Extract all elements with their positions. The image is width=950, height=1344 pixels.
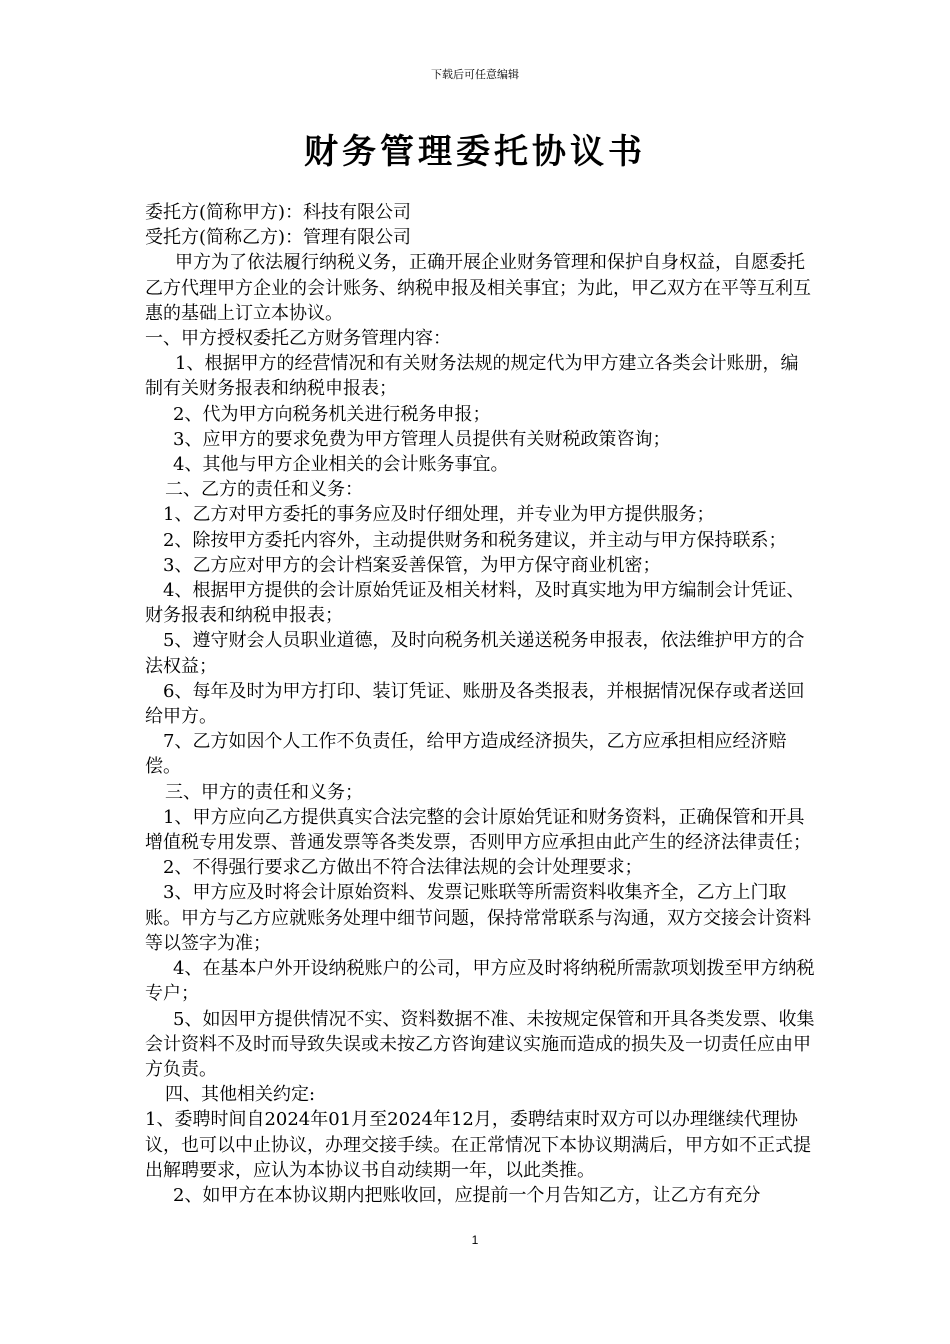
section-3-item-1: 1、甲方应向乙方提供真实合法完整的会计原始凭证和财务资料，正确保管和开具增值税专用发票、普通发票等各类发票，否则甲方应承担由此产生的经济法律责任； [145, 806, 811, 854]
section-heading-1: 一、甲方授权委托乙方财务管理内容： [145, 328, 451, 350]
party-b-line: 受托方(简称乙方)：管理有限公司 [145, 227, 412, 249]
section-2-item-2: 2、除按甲方委托内容外，主动提供财务和税务建议，并主动与甲方保持联系； [163, 529, 787, 551]
section-2-item-3: 3、乙方应对甲方的会计档案妥善保管，为甲方保守商业机密； [163, 554, 661, 576]
section-2-item-6: 6、每年及时为甲方打印、装订凭证、账册及各类报表，并根据情况保存或者送回给甲方。 [145, 680, 805, 728]
page-number: 1 [471, 1233, 479, 1247]
section-1-item-3: 3、应甲方的要求免费为甲方管理人员提供有关财税政策咨询； [173, 428, 671, 450]
section-1-item-2: 2、代为甲方向税务机关进行税务申报； [173, 403, 491, 425]
section-1-item-1: 1、根据甲方的经营情况和有关财务法规的规定代为甲方建立各类会计账册，编制有关财务报表和纳税申报表； [145, 353, 799, 400]
section-1-item-4: 4、其他与甲方企业相关的会计账务事宜。 [173, 454, 509, 476]
section-2-item-4: 4、根据甲方提供的会计原始凭证及相关材料，及时真实地为甲方编制会计凭证、财务报表和纳税申报表； [145, 580, 805, 627]
section-2-item-5: 5、遵守财会人员职业道德，及时向税务机关递送税务申报表，依法维护甲方的合法权益； [145, 630, 805, 677]
section-3-item-4: 4、在基本户外开设纳税账户的公司，甲方应及时将纳税所需款项划拨至甲方纳税专户； [145, 958, 815, 1005]
section-3-item-2: 2、不得强行要求乙方做出不符合法律法规的会计处理要求； [163, 857, 643, 879]
document-body [145, 200, 815, 1208]
section-heading-2: 二、乙方的责任和义务： [165, 479, 363, 501]
document-title: 财务管理委托协议书 [304, 132, 646, 172]
section-3-item-3: 3、甲方应及时将会计原始资料、发票记账联等所需资料收集齐全，乙方上门取账。甲方与乙方应就账务处理中细节问题，保持常常联系与沟通，双方交接会计资料等以签字为准； [145, 882, 811, 954]
preamble-paragraph: 甲方为了依法履行纳税义务，正确开展企业财务管理和保护自身权益，自愿委托乙方代理甲方企业的会计账务、纳税申报及相关事宜；为此，甲乙双方在平等互利互惠的基础上订立本协议。 [145, 252, 811, 324]
section-heading-3: 三、甲方的责任和义务； [165, 781, 363, 803]
section-2-item-1: 1、乙方对甲方委托的事务应及时仔细处理，并专业为甲方提供服务； [163, 504, 715, 526]
section-4-item-1: 1、委聘时间自2024年01月至2024年12月，委聘结束时双方可以办理继续代理协议，也可以中止协议，办理交接手续。在正常情况下本协议期满后，甲方如不正式提出解聘要求，应认为本协议书自动续期一年，以此类推。 [145, 1109, 811, 1181]
section-3-item-5: 5、如因甲方提供情况不实、资料数据不准、未按规定保管和开具各类发票、收集会计资料不及时而导致失误或未按乙方咨询建议实施而造成的损失及一切责任应由甲方负责。 [145, 1008, 815, 1080]
section-4-item-2: 2、如甲方在本协议期内把账收回，应提前一个月告知乙方，让乙方有充分 [173, 1184, 761, 1206]
header-note: 下载后可任意编辑 [431, 68, 519, 81]
party-a-line: 委托方(简称甲方)：科技有限公司 [145, 202, 412, 223]
section-2-item-7: 7、乙方如因个人工作不负责任，给甲方造成经济损失，乙方应承担相应经济赔偿。 [145, 731, 787, 778]
section-heading-4: 四、其他相关约定: [165, 1084, 316, 1106]
